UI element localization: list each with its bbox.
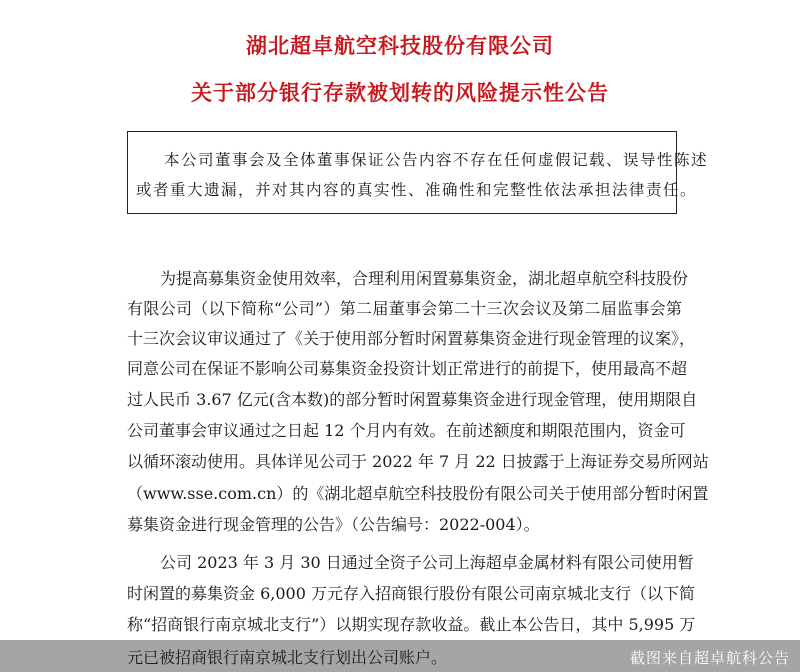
paragraph-line: 十三次会议审议通过了《关于使用部分暂时闲置募集资金进行现金管理的议案》， bbox=[127, 329, 696, 348]
paragraph-line: 元已被招商银行南京城北支行划出公司账户。 bbox=[127, 648, 448, 667]
company-name-heading: 湖北超卓航空科技股份有限公司 bbox=[246, 34, 554, 58]
paragraph-line: 同意公司在保证不影响公司募集资金投资计划正常进行的前提下，使用最高不超 bbox=[127, 359, 688, 378]
paragraph-line: 公司 2023 年 3 月 30 日通过全资子公司上海超卓金属材料有限公司使用暂 bbox=[160, 553, 694, 572]
paragraph-line: 称“招商银行南京城北支行”）以期实现存款收益。截止本公告日，其中 5,995 万 bbox=[127, 615, 696, 634]
paragraph-line: 以循环滚动使用。具体详见公司于 2022 年 7 月 22 日披露于上海证券交易所网站 bbox=[127, 452, 709, 471]
paragraph-line: 时闲置的募集资金 6,000 万元存入招商银行股份有限公司南京城北支行（以下简 bbox=[127, 584, 695, 603]
disclaimer-line: 或者重大遗漏，并对其内容的真实性、准确性和完整性依法承担法律责任。 bbox=[136, 181, 698, 199]
paragraph-line: 公司董事会审议通过之日起 12 个月内有效。在前述额度和期限范围内，资金可 bbox=[127, 421, 686, 440]
paragraph-line: 有限公司（以下简称“公司”）第二届董事会第二十三次会议及第二届监事会第 bbox=[127, 299, 682, 318]
disclaimer-line: 本公司董事会及全体董事保证公告内容不存在任何虚假记载、误导性陈述 bbox=[164, 151, 709, 169]
paragraph-line: 过人民币 3.67 亿元(含本数)的部分暂时闲置募集资金进行现金管理，使用期限自 bbox=[127, 390, 698, 409]
paragraph-line: 募集资金进行现金管理的公告》（公告编号：2022-004）。 bbox=[127, 515, 540, 534]
paragraph-line: 为提高募集资金使用效率，合理利用闲置募集资金，湖北超卓航空科技股份 bbox=[160, 269, 689, 288]
paragraph-line: （www.sse.com.cn）的《湖北超卓航空科技股份有限公司关于使用部分暂时闲置 bbox=[127, 484, 709, 503]
disclaimer-box bbox=[127, 131, 709, 214]
watermark-text: 截图来自超卓航科公告 bbox=[629, 649, 790, 667]
announcement-title: 关于部分银行存款被划转的风险提示性公告 bbox=[191, 81, 609, 105]
